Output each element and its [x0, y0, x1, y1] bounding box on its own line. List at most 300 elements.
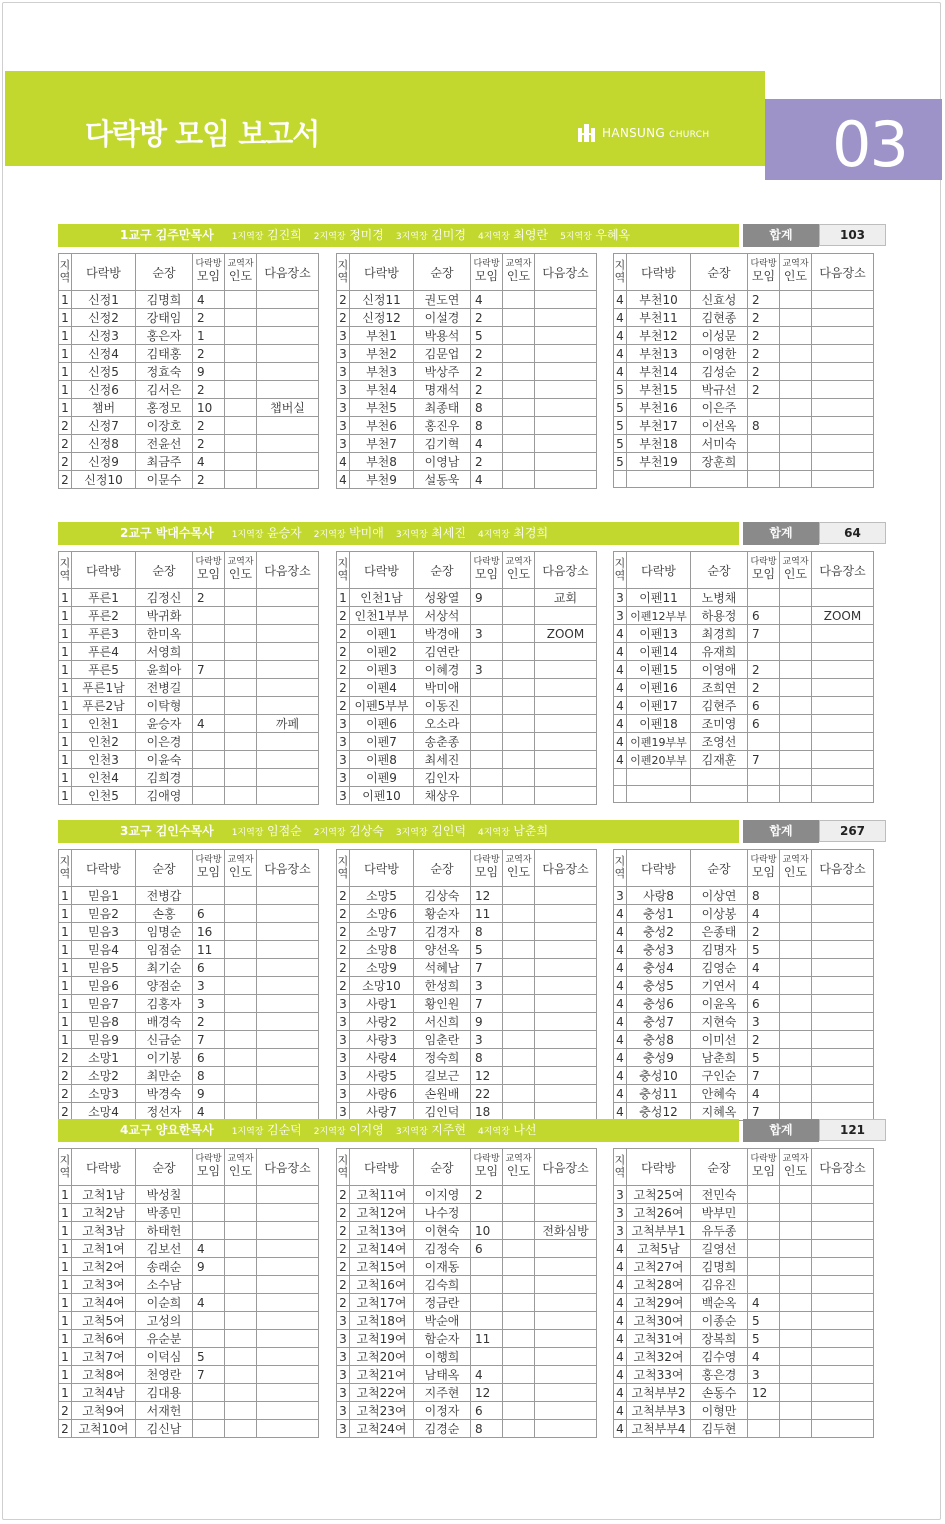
cell-region: 1 — [59, 381, 72, 399]
cell-leader: 조영선 — [691, 733, 748, 751]
cell-region: 2 — [337, 291, 350, 309]
cell-next-place — [257, 1103, 319, 1121]
cell-region: 1 — [59, 697, 72, 715]
cell-pastor-led — [780, 679, 812, 697]
cell-room: 신정2 — [72, 309, 136, 327]
table-row — [337, 905, 597, 923]
cell-leader: 홍진우 — [414, 417, 471, 435]
cell-pastor-led — [225, 769, 257, 787]
cell-leader: 이상봉 — [691, 905, 748, 923]
cell-leader: 이장호 — [136, 417, 193, 435]
total-value: 103 — [819, 224, 886, 246]
cell-region: 5 — [614, 435, 627, 453]
table-row — [337, 941, 597, 959]
cell-room: 고척29여 — [627, 1294, 691, 1312]
cell-pastor-led — [503, 977, 535, 995]
table-row — [59, 327, 319, 345]
cell-room: 챔버 — [72, 399, 136, 417]
total-label: 합계 — [743, 820, 819, 843]
cell-meeting: 5 — [748, 941, 780, 959]
cell-room: 소망3 — [72, 1085, 136, 1103]
cell-group-table — [336, 849, 597, 1121]
cell-room: 고척30여 — [627, 1312, 691, 1330]
table-header-row — [337, 850, 597, 887]
cell-pastor-led — [225, 697, 257, 715]
cell-region: 1 — [59, 309, 72, 327]
church-logo — [578, 124, 709, 142]
region-leader-name: 김상숙 — [349, 824, 384, 838]
cell-room: 신정6 — [72, 381, 136, 399]
district-section — [58, 224, 886, 487]
cell-room: 부천7 — [350, 435, 414, 453]
cell-pastor-led — [503, 1049, 535, 1067]
cell-region: 4 — [614, 1103, 627, 1121]
region-leader-name: 남춘희 — [513, 824, 549, 838]
cell-leader: 박부민 — [691, 1204, 748, 1222]
cell-leader: 서영희 — [136, 643, 193, 661]
cell-meeting: 2 — [193, 589, 225, 607]
cell-leader: 박규선 — [691, 381, 748, 399]
cell-next-place — [257, 1013, 319, 1031]
cell-leader: 손홍 — [136, 905, 193, 923]
cell-room: 충성2 — [627, 923, 691, 941]
cell-meeting: 2 — [471, 1186, 503, 1204]
cell-next-place — [812, 345, 874, 363]
col-region: 지 역 — [59, 850, 72, 887]
cell-pastor-led — [780, 769, 812, 786]
cell-room: 소망4 — [72, 1103, 136, 1121]
cell-pastor-led — [780, 887, 812, 905]
cell-next-place — [535, 941, 597, 959]
cell-room: 사랑1 — [350, 995, 414, 1013]
cell-next-place — [257, 661, 319, 679]
col-region: 지 역 — [614, 254, 627, 291]
cell-meeting: 12 — [748, 1384, 780, 1402]
cell-pastor-led — [503, 941, 535, 959]
cell-region: 2 — [59, 417, 72, 435]
cell-region: 1 — [59, 327, 72, 345]
table-row — [59, 1348, 319, 1366]
cell-meeting: 6 — [193, 1049, 225, 1067]
cell-meeting — [193, 1402, 225, 1420]
cell-pastor-led — [225, 417, 257, 435]
cell-meeting: 12 — [471, 1067, 503, 1085]
cell-meeting: 2 — [193, 309, 225, 327]
cell-region — [614, 769, 627, 786]
cell-next-place — [812, 733, 874, 751]
table-row — [337, 399, 597, 417]
cell-pastor-led — [225, 733, 257, 751]
cell-leader: 박성칠 — [136, 1186, 193, 1204]
table-row — [614, 1013, 874, 1031]
cell-meeting — [748, 471, 780, 488]
cell-meeting: 4 — [193, 715, 225, 733]
cell-room: 고척1남 — [72, 1186, 136, 1204]
cell-meeting: 3 — [471, 661, 503, 679]
cell-region: 3 — [337, 363, 350, 381]
cell-leader: 한성희 — [414, 977, 471, 995]
cell-meeting: 3 — [748, 1013, 780, 1031]
cell-leader: 송래순 — [136, 1258, 193, 1276]
cell-region: 1 — [59, 959, 72, 977]
cell-next-place — [535, 923, 597, 941]
cell-meeting: 6 — [748, 715, 780, 733]
cell-region: 1 — [59, 1348, 72, 1366]
cell-region: 4 — [614, 1294, 627, 1312]
col-room: 다락방 — [350, 850, 414, 887]
cell-next-place — [535, 787, 597, 805]
cell-pastor-led — [503, 589, 535, 607]
cell-leader: 김재훈 — [691, 751, 748, 769]
cell-meeting: 4 — [471, 435, 503, 453]
cell-room: 신정11 — [350, 291, 414, 309]
logo-text: HANSUNG — [602, 126, 665, 140]
cell-next-place — [812, 363, 874, 381]
region-leader-label: 2지역장 — [313, 232, 346, 242]
cell-pastor-led — [780, 977, 812, 995]
cell-next-place — [257, 1402, 319, 1420]
cell-leader — [691, 769, 748, 786]
cell-leader: 양선옥 — [414, 941, 471, 959]
table-row — [337, 1204, 597, 1222]
cell-pastor-led — [780, 1348, 812, 1366]
cell-next-place — [535, 715, 597, 733]
table-row — [337, 679, 597, 697]
table-row — [59, 995, 319, 1013]
cell-next-place — [535, 905, 597, 923]
cell-room: 소망6 — [350, 905, 414, 923]
cell-leader: 김신남 — [136, 1420, 193, 1438]
cell-leader: 전윤선 — [136, 435, 193, 453]
cell-next-place — [812, 1258, 874, 1276]
region-leader — [478, 825, 548, 838]
cell-pastor-led — [225, 1049, 257, 1067]
cell-next-place — [535, 643, 597, 661]
cell-meeting: 2 — [748, 309, 780, 327]
cell-region: 1 — [59, 291, 72, 309]
table-row — [614, 453, 874, 471]
cell-leader — [691, 786, 748, 803]
region-leader — [314, 229, 384, 242]
cell-pastor-led — [225, 363, 257, 381]
cell-region — [614, 786, 627, 803]
cell-region: 4 — [614, 1348, 627, 1366]
cell-next-place — [812, 697, 874, 715]
cell-region: 1 — [59, 977, 72, 995]
cell-leader: 이지영 — [414, 1186, 471, 1204]
cell-leader: 하용정 — [691, 607, 748, 625]
cell-leader — [691, 471, 748, 488]
cell-meeting: 7 — [748, 751, 780, 769]
table-row — [59, 1085, 319, 1103]
cell-region: 2 — [59, 1085, 72, 1103]
cell-next-place — [257, 1276, 319, 1294]
cell-meeting: 7 — [748, 625, 780, 643]
col-pastor-led: 교역자 인도 — [780, 1149, 812, 1186]
region-leader — [232, 825, 302, 838]
region-leader — [478, 527, 548, 540]
cell-next-place — [812, 435, 874, 453]
cell-leader: 유재희 — [691, 643, 748, 661]
cell-region: 4 — [614, 1384, 627, 1402]
region-leader-name: 최영란 — [513, 228, 549, 242]
cell-meeting: 8 — [471, 1049, 503, 1067]
table-row — [337, 787, 597, 805]
cell-room: 고척4여 — [72, 1294, 136, 1312]
region-leader-label: 2지역장 — [313, 1127, 346, 1137]
cell-leader: 이동진 — [414, 697, 471, 715]
cell-region: 1 — [59, 1222, 72, 1240]
cell-room: 이펜16 — [627, 679, 691, 697]
table-row — [614, 786, 874, 803]
cell-pastor-led — [503, 1222, 535, 1240]
cell-leader: 박귀화 — [136, 607, 193, 625]
cell-pastor-led — [225, 923, 257, 941]
cell-region: 2 — [337, 607, 350, 625]
cell-pastor-led — [225, 715, 257, 733]
total-value: 121 — [819, 1119, 886, 1141]
cell-next-place: 챕버실 — [257, 399, 319, 417]
cell-room: 고척24여 — [350, 1420, 414, 1438]
table-row — [59, 1330, 319, 1348]
table-row — [337, 751, 597, 769]
table-header-row — [337, 552, 597, 589]
table-row — [337, 607, 597, 625]
cell-meeting: 2 — [748, 291, 780, 309]
cell-region: 2 — [59, 1402, 72, 1420]
cell-next-place — [812, 1085, 874, 1103]
cell-room: 부천17 — [627, 417, 691, 435]
cell-region: 1 — [59, 887, 72, 905]
cell-pastor-led — [503, 995, 535, 1013]
district-header — [58, 1119, 886, 1142]
cell-room: 고척2여 — [72, 1258, 136, 1276]
cell-pastor-led — [780, 327, 812, 345]
cell-meeting — [193, 733, 225, 751]
cell-next-place — [257, 1240, 319, 1258]
cell-next-place — [257, 1067, 319, 1085]
cell-meeting — [193, 787, 225, 805]
cell-region: 1 — [59, 1330, 72, 1348]
table-row — [337, 625, 597, 643]
cell-pastor-led — [503, 1402, 535, 1420]
cell-room: 믿음3 — [72, 923, 136, 941]
cell-meeting: 6 — [748, 697, 780, 715]
cell-room: 이펜13 — [627, 625, 691, 643]
cell-pastor-led — [780, 1013, 812, 1031]
cell-next-place — [812, 1366, 874, 1384]
cell-pastor-led — [503, 887, 535, 905]
region-leader — [478, 229, 548, 242]
cell-pastor-led — [225, 941, 257, 959]
cell-room: 고척11여 — [350, 1186, 414, 1204]
cell-pastor-led — [780, 1294, 812, 1312]
cell-next-place — [535, 1204, 597, 1222]
table-row — [59, 471, 319, 489]
cell-pastor-led — [503, 435, 535, 453]
cell-pastor-led — [780, 1031, 812, 1049]
cell-room: 부천10 — [627, 291, 691, 309]
cell-leader: 김두현 — [691, 1420, 748, 1438]
col-next-place: 다음장소 — [535, 552, 597, 589]
table-header-row — [614, 254, 874, 291]
cell-leader: 박경숙 — [136, 1085, 193, 1103]
cell-region: 1 — [59, 1276, 72, 1294]
cell-region: 3 — [337, 435, 350, 453]
cell-region: 2 — [59, 1420, 72, 1438]
cell-pastor-led — [225, 1384, 257, 1402]
cell-group-table — [613, 1148, 874, 1438]
col-meeting: 다락방 모임 — [193, 850, 225, 887]
table-row — [337, 923, 597, 941]
cell-room: 신정1 — [72, 291, 136, 309]
cell-pastor-led — [503, 1258, 535, 1276]
table-row — [614, 715, 874, 733]
table-row — [614, 941, 874, 959]
cell-leader: 이형만 — [691, 1402, 748, 1420]
cell-next-place — [535, 751, 597, 769]
cell-pastor-led — [780, 923, 812, 941]
cell-pastor-led — [780, 786, 812, 803]
cell-meeting: 9 — [193, 1085, 225, 1103]
cell-meeting: 3 — [471, 1031, 503, 1049]
cell-pastor-led — [780, 417, 812, 435]
table-row — [337, 363, 597, 381]
table-row — [337, 1067, 597, 1085]
cell-leader: 은종태 — [691, 923, 748, 941]
cell-leader: 안혜숙 — [691, 1085, 748, 1103]
cell-pastor-led — [780, 345, 812, 363]
cell-next-place — [257, 589, 319, 607]
cell-pastor-led — [503, 363, 535, 381]
cell-meeting: 8 — [471, 399, 503, 417]
table-row — [337, 1312, 597, 1330]
cell-room — [627, 786, 691, 803]
table-row — [337, 661, 597, 679]
cell-pastor-led — [780, 905, 812, 923]
table-row — [614, 1366, 874, 1384]
col-leader: 순장 — [414, 254, 471, 291]
cell-room: 신정7 — [72, 417, 136, 435]
cell-meeting: 6 — [193, 905, 225, 923]
col-meeting: 다락방 모임 — [471, 254, 503, 291]
cell-leader: 김경자 — [414, 923, 471, 941]
cell-group-table — [613, 849, 874, 1121]
cell-pastor-led — [503, 453, 535, 471]
table-header-row — [59, 552, 319, 589]
cell-next-place — [535, 399, 597, 417]
cell-room: 고척7여 — [72, 1348, 136, 1366]
cell-meeting: 2 — [471, 309, 503, 327]
cell-pastor-led — [225, 959, 257, 977]
cell-room: 부천15 — [627, 381, 691, 399]
cell-leader: 김영순 — [691, 959, 748, 977]
cell-next-place — [535, 733, 597, 751]
cell-room: 푸른1남 — [72, 679, 136, 697]
cell-next-place: 까페 — [257, 715, 319, 733]
cell-region: 3 — [614, 887, 627, 905]
col-next-place: 다음장소 — [535, 1149, 597, 1186]
cell-next-place — [257, 643, 319, 661]
table-row — [59, 1240, 319, 1258]
cell-region: 4 — [614, 751, 627, 769]
table-row — [614, 923, 874, 941]
col-pastor-led: 교역자 인도 — [225, 552, 257, 589]
col-meeting: 다락방 모임 — [193, 254, 225, 291]
cell-meeting: 2 — [471, 381, 503, 399]
cell-leader: 김보선 — [136, 1240, 193, 1258]
cell-next-place — [257, 1186, 319, 1204]
cell-region: 1 — [59, 715, 72, 733]
cell-next-place — [257, 1258, 319, 1276]
cell-meeting: 7 — [193, 661, 225, 679]
table-row — [337, 1103, 597, 1121]
cell-next-place — [535, 1049, 597, 1067]
cell-next-place — [535, 607, 597, 625]
cell-leader: 김숙희 — [414, 1276, 471, 1294]
cell-next-place — [257, 1384, 319, 1402]
table-row — [337, 1348, 597, 1366]
cell-next-place — [812, 1204, 874, 1222]
page-title: 다락방 모임 보고서 — [85, 117, 320, 151]
cell-region: 3 — [337, 1402, 350, 1420]
table-row — [337, 309, 597, 327]
table-row — [614, 1330, 874, 1348]
cell-pastor-led — [503, 733, 535, 751]
cell-next-place — [812, 769, 874, 786]
table-row — [337, 1085, 597, 1103]
region-leader-label: 3지역장 — [395, 530, 428, 540]
cell-leader: 이혜경 — [414, 661, 471, 679]
cell-next-place — [812, 923, 874, 941]
cell-leader: 함순자 — [414, 1330, 471, 1348]
region-leader-name: 윤승자 — [267, 526, 302, 540]
cell-leader: 최만순 — [136, 1067, 193, 1085]
cell-leader: 김현주 — [691, 697, 748, 715]
cell-room: 사랑4 — [350, 1049, 414, 1067]
cell-leader: 김수영 — [691, 1348, 748, 1366]
cell-region: 1 — [59, 1240, 72, 1258]
table-row — [337, 291, 597, 309]
region-leader — [396, 1124, 466, 1137]
cell-leader: 유두종 — [691, 1222, 748, 1240]
cell-pastor-led — [503, 1366, 535, 1384]
cell-leader: 기연서 — [691, 977, 748, 995]
table-row — [59, 363, 319, 381]
total-label: 합계 — [743, 522, 819, 545]
cell-region: 3 — [337, 769, 350, 787]
col-next-place: 다음장소 — [257, 254, 319, 291]
table-row — [59, 697, 319, 715]
cell-leader: 윤희아 — [136, 661, 193, 679]
table-row — [614, 1240, 874, 1258]
region-leader-name: 지주현 — [431, 1123, 466, 1137]
cell-meeting — [748, 453, 780, 471]
cell-region: 5 — [614, 399, 627, 417]
cell-leader: 최경희 — [691, 625, 748, 643]
cell-meeting: 7 — [471, 959, 503, 977]
col-pastor-led: 교역자 인도 — [780, 552, 812, 589]
cell-pastor-led — [503, 1420, 535, 1438]
cell-meeting: 6 — [193, 959, 225, 977]
table-row — [614, 1031, 874, 1049]
cell-leader: 나수정 — [414, 1204, 471, 1222]
cell-room: 소망9 — [350, 959, 414, 977]
cell-region: 2 — [59, 435, 72, 453]
cell-next-place — [812, 1348, 874, 1366]
table-row — [337, 453, 597, 471]
col-next-place: 다음장소 — [535, 850, 597, 887]
